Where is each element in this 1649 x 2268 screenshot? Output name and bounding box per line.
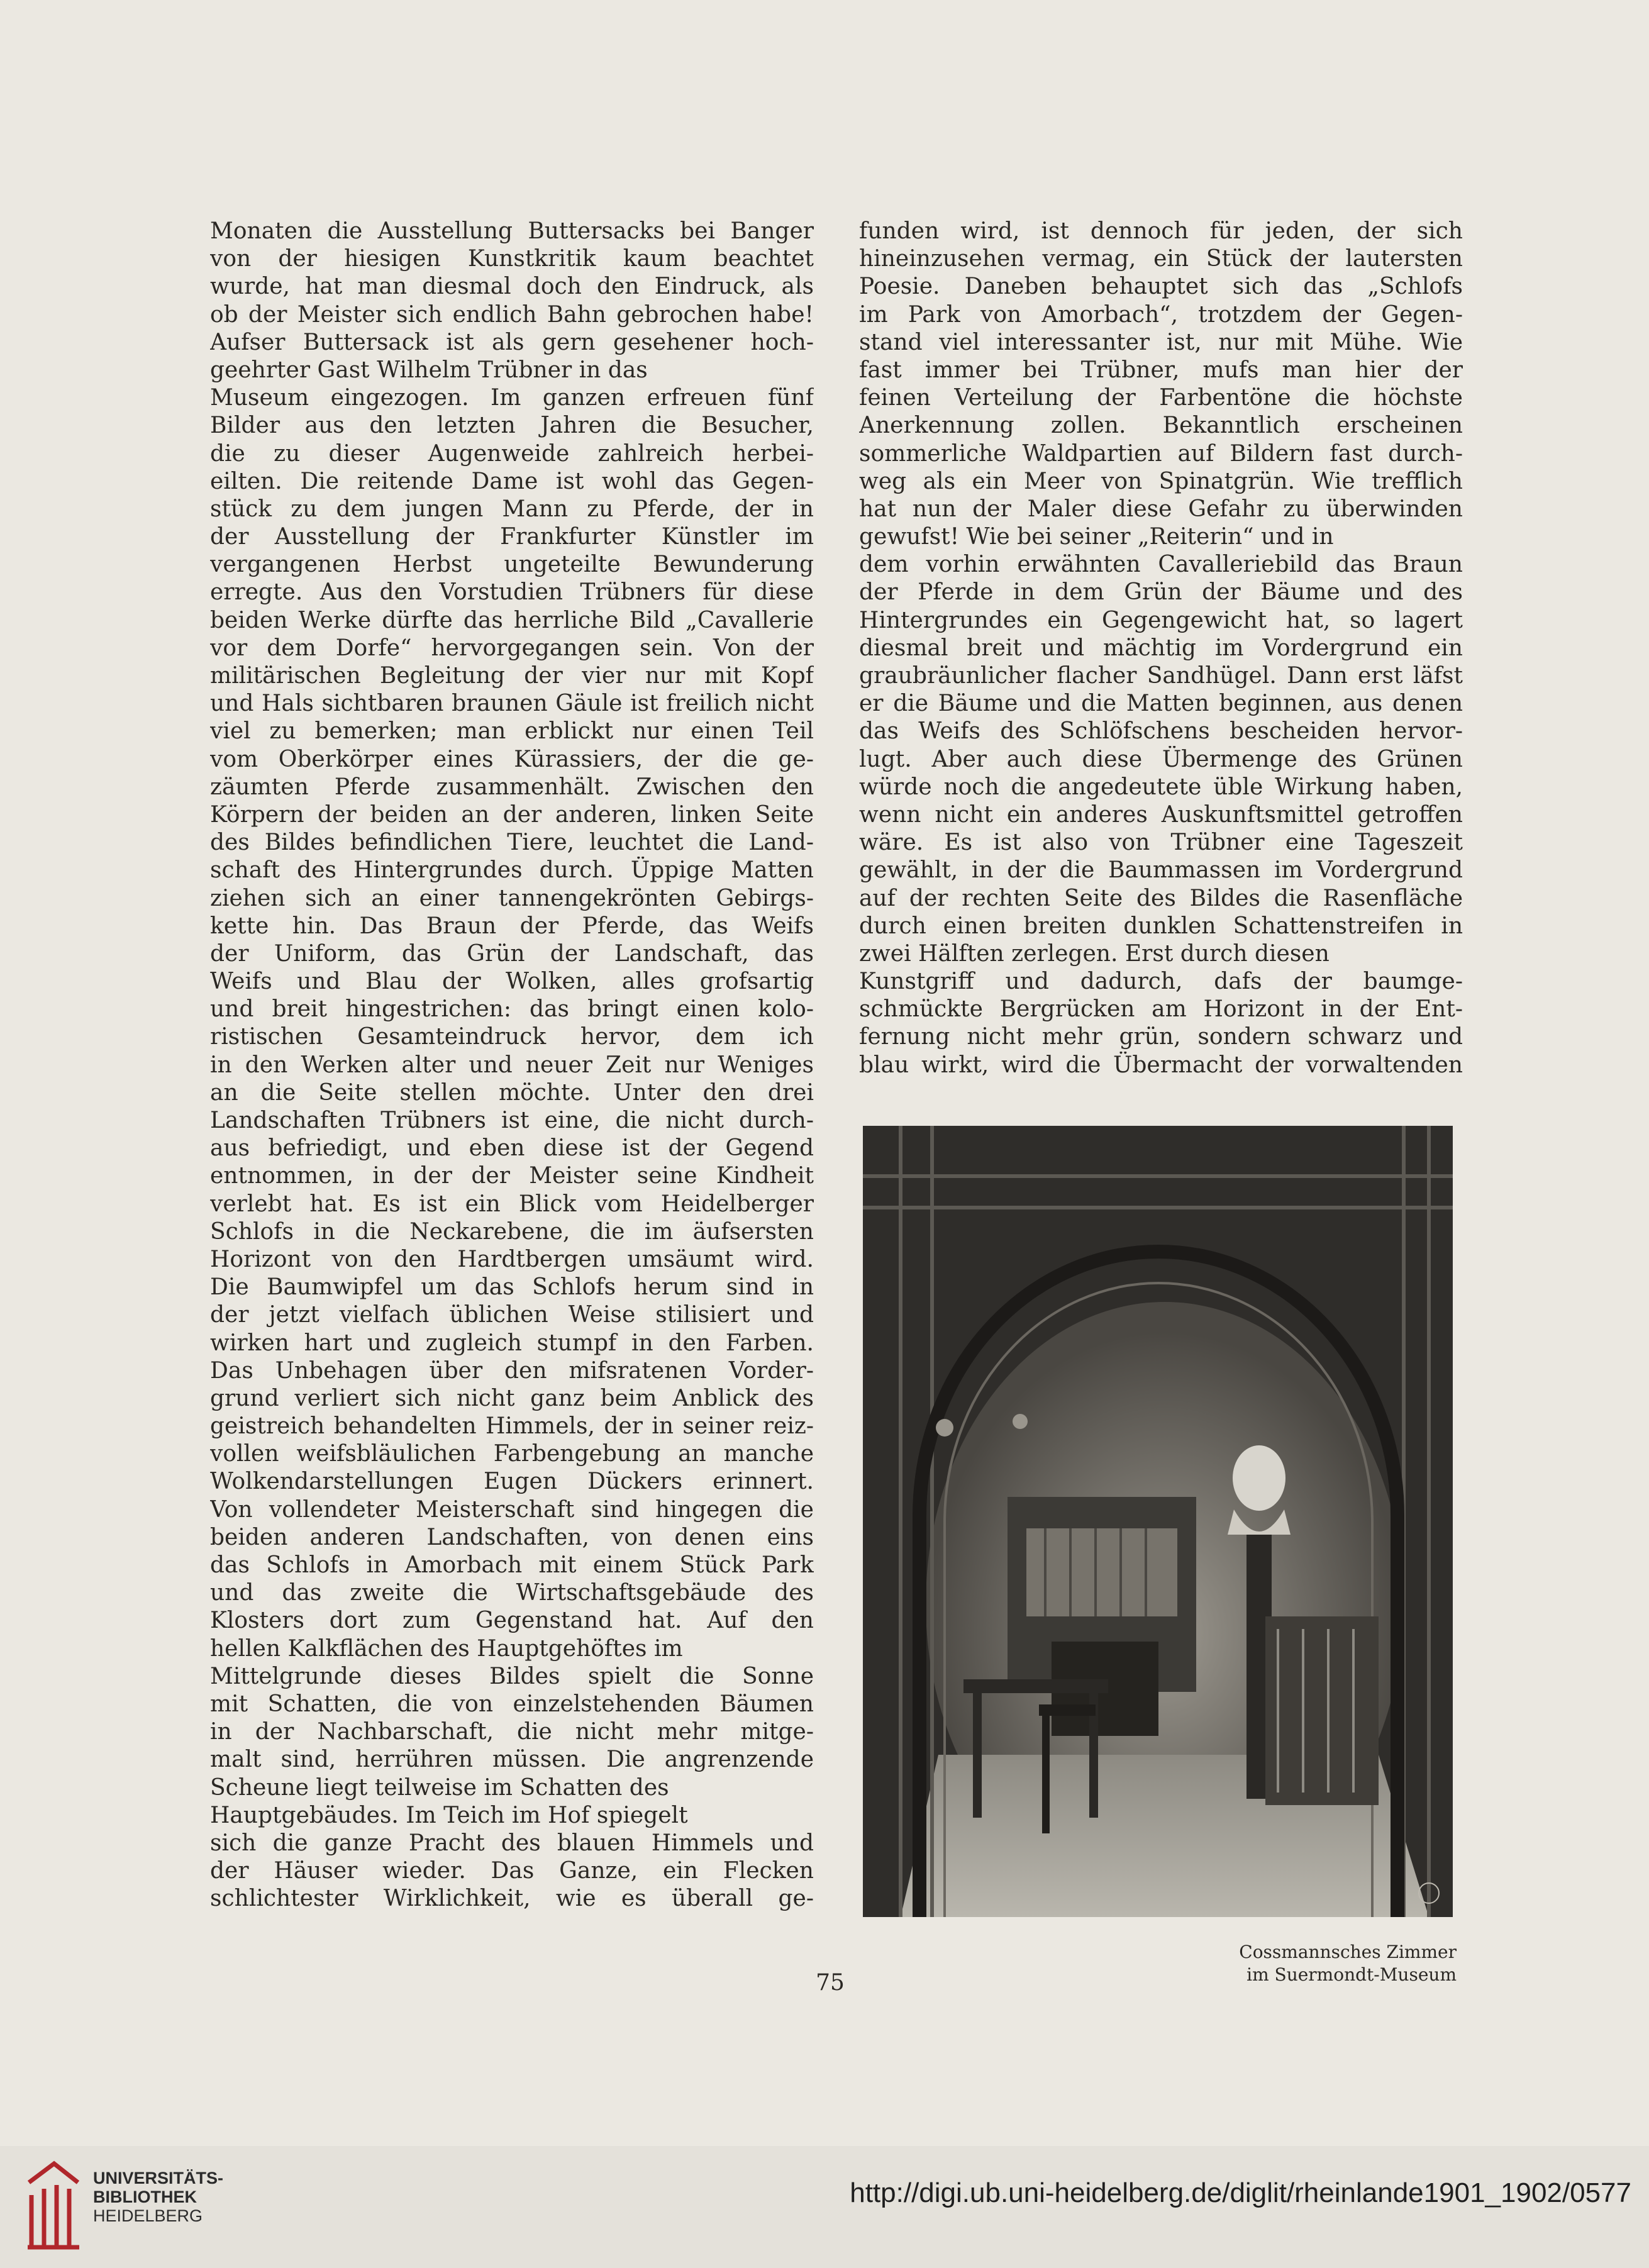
text-line: schlichtester Wirklichkeit, wie es überall ge- [210,1886,814,1912]
text-line: vor dem Dorfe“ hervorgegangen sein. Von der [210,635,814,661]
text-line: und Hals sichtbaren braunen Gäule ist freilich nicht [210,691,814,717]
caption-line-2: im Suermondt-Museum [1246,1964,1457,1985]
text-line: hineinzusehen vermag, ein Stück der lautersten [859,246,1463,272]
text-line: in der Nachbarschaft, die nicht mehr mitge- [210,1719,814,1745]
text-line: Von vollendeter Meisterschaft sind hingegen die [210,1496,814,1523]
text-line: hat nun der Maler diese Gefahr zu überwinden [859,496,1463,522]
text-line: und breit hingestrichen: das bringt einen kolo- [210,996,814,1023]
text-line: Aufser Buttersack ist als gern gesehener hoch- [210,329,814,355]
text-line: stand viel interessanter ist, nur mit Mühe. Wie [859,329,1463,355]
text-line: das Schlofs in Amorbach mit einem Stück Park [210,1552,814,1578]
text-line: Scheune liegt teilweise im Schatten des [210,1774,669,1801]
text-line: Bilder aus den letzten Jahren die Besucher, [210,413,814,439]
text-line: Kunstgriff und dadurch, dafs der baumge- [859,969,1463,995]
text-line: in den Werken alter und neuer Zeit nur Weniges [210,1052,814,1078]
library-logo-text [93,2169,223,2225]
text-line: Landschaften Trübners ist eine, die nicht durch- [210,1108,814,1133]
text-line: ob der Meister sich endlich Bahn gebrochen habe! [210,301,814,328]
text-line: wurde, hat man diesmal doch den Eindruck, als [210,274,814,300]
text-line: zäumten Pferde zusammenhält. Zwischen den [210,774,814,800]
text-line: blau wirkt, wird die Übermacht der vorwaltenden [859,1052,1463,1078]
text-line: ziehen sich an einer tannengekrönten Gebirgs- [210,885,814,911]
text-line: von der hiesigen Kunstkritik kaum beachtet [210,246,814,272]
text-line: grund verliert sich nicht ganz beim Anblick des [210,1385,814,1411]
text-line: entnommen, in der der Meister seine Kindheit [210,1163,814,1189]
page-number: 75 [816,1970,845,1996]
text-line: Hauptgebäudes. Im Teich im Hof spiegelt [210,1802,688,1828]
text-line: lugt. Aber auch diese Übermenge des Grünen [859,746,1463,772]
source-url-link[interactable]: http://digi.ub.uni-heidelberg.de/diglit/rheinlande1901_1902/0577 [850,2177,1631,2208]
text-line: schaft des Hintergrundes durch. Üppige Matten [210,857,814,884]
text-line: schmückte Bergrücken am Horizont in der Ent- [859,996,1463,1023]
text-line: Mittelgrunde dieses Bildes spielt die Sonne [210,1663,814,1689]
text-line: das Weifs des Schlöfschens bescheiden hervor- [859,718,1463,745]
text-line: Schlofs in die Neckarebene, die im äufsersten [210,1218,814,1245]
text-line: graubräunlicher flacher Sandhügel. Dann erst läfst [859,663,1463,689]
text-line: des Bildes befindlichen Tiere, leuchtet die Land- [210,830,814,856]
logo-line-1: UNIVERSITÄTS- [93,2169,224,2187]
text-line: durch einen breiten dunklen Schattenstreifen in [859,913,1463,939]
text-line: diesmal breit und mächtig im Vordergrund ein [859,635,1463,661]
left-text-column [210,218,814,1913]
text-line: funden wird, ist dennoch für jeden, der sich [859,218,1463,244]
text-line: malt sind, herrühren müssen. Die angrenzende [210,1747,814,1773]
text-line: vollen weifsbläulichen Farbengebung an manche [210,1441,814,1467]
text-line: Poesie. Daneben behauptet sich das „Schlofs [859,274,1463,300]
text-line: der Häuser wieder. Das Ganze, ein Flecken [210,1858,814,1884]
text-line: im Park von Amorbach“, trotzdem der Gegen- [859,301,1463,328]
text-line: vom Oberkörper eines Kürassiers, der die ge- [210,746,814,772]
logo-line-3: HEIDELBERG [93,2206,203,2225]
text-line: beiden anderen Landschaften, von denen eins [210,1524,814,1550]
text-line: Weifs und Blau der Wolken, alles grofsartig [210,969,814,995]
text-line: Anerkennung zollen. Bekanntlich erscheinen [859,413,1463,439]
text-line: erregte. Aus den Vorstudien Trübners für diese [210,579,814,606]
text-line: dem vorhin erwähnten Cavalleriebild das Braun [859,552,1463,578]
text-line: sich die ganze Pracht des blauen Himmels und [210,1830,814,1856]
text-line: eilten. Die reitende Dame ist wohl das Gegen- [210,468,814,494]
text-line: hellen Kalkflächen des Hauptgehöftes im [210,1635,683,1662]
text-line: geistreich behandelten Himmels, der in seiner reiz- [210,1413,814,1440]
text-line: feinen Verteilung der Farbentöne die höchste [859,385,1463,411]
text-line: Monaten die Ausstellung Buttersacks bei Banger [210,218,814,244]
text-line: fast immer bei Trübner, mufs man hier der [859,357,1463,383]
text-line: er die Bäume und die Matten beginnen, aus denen [859,691,1463,717]
text-line: gewählt, in der die Baummassen im Vordergrund [859,857,1463,884]
text-line: mit Schatten, die von einzelstehenden Bäumen [210,1691,814,1717]
text-line: Die Baumwipfel um das Schlofs herum sind in [210,1274,814,1301]
text-line: die zu dieser Augenweide zahlreich herbei- [210,440,814,467]
text-line: der jetzt vielfach üblichen Weise stilisiert und [210,1302,814,1328]
text-line: Das Unbehagen über den mifsratenen Vorder- [210,1357,814,1384]
text-line: zwei Hälften zerlegen. Erst durch diesen [859,940,1330,967]
text-line: weg als ein Meer von Spinatgrün. Wie trefflich [859,468,1463,494]
text-line: an die Seite stellen möchte. Unter den drei [210,1079,814,1106]
text-line: Horizont von den Hardtbergen umsäumt wird. [210,1246,814,1272]
text-line: kette hin. Das Braun der Pferde, das Weifs [210,913,814,939]
text-line: Museum eingezogen. Im ganzen erfreuen fünf [210,385,814,411]
caption-line-1: Cossmannsches Zimmer [1239,1942,1457,1962]
text-line: Wolkendarstellungen Eugen Dückers erinnert. [210,1469,814,1495]
text-line: vergangenen Herbst ungeteilte Bewunderung [210,552,814,578]
text-line: der Uniform, das Grün der Landschaft, das [210,940,814,967]
photo-caption [1132,1941,1457,1986]
text-line: militärischen Begleitung der vier nur mit Kopf [210,663,814,689]
text-line: Hintergrundes ein Gegengewicht hat, so lagert [859,607,1463,633]
text-line: geehrter Gast Wilhelm Trübner in das [210,357,648,383]
right-text-column [859,218,1463,1079]
text-line: würde noch die angedeutete üble Wirkung haben, [859,774,1463,800]
text-line: auf der rechten Seite des Bildes die Rasenfläche [859,885,1463,911]
text-line: ristischen Gesamteindruck hervor, dem ich [210,1024,814,1050]
text-line: und das zweite die Wirtschaftsgebäude des [210,1580,814,1606]
text-line: viel zu bemerken; man erblickt nur einen Teil [210,718,814,745]
text-line: gewufst! Wie bei seiner „Reiterin“ und in [859,524,1334,550]
text-line: fernung nicht mehr grün, sondern schwarz und [859,1024,1463,1050]
text-line: Klosters dort zum Gegenstand hat. Auf den [210,1608,814,1634]
interior-photograph [863,1126,1453,1917]
text-line: wirken hart und zugleich stumpf in den Farben. [210,1330,814,1356]
room-interior-image [863,1126,1453,1917]
text-line: verlebt hat. Es ist ein Blick vom Heidelberger [210,1191,814,1217]
logo-line-2: BIBLIOTHEK [93,2187,197,2206]
text-line: stück zu dem jungen Mann zu Pferde, der in [210,496,814,522]
text-line: wenn nicht ein anderes Auskunftsmittel getroffen [859,801,1463,828]
text-line: sommerliche Waldpartien auf Bildern fast durch- [859,440,1463,467]
library-logo-icon [23,2157,84,2252]
text-line: wäre. Es ist also von Trübner eine Tageszeit [859,830,1463,856]
text-line: der Ausstellung der Frankfurter Künstler im [210,524,814,550]
text-line: der Pferde in dem Grün der Bäume und des [859,579,1463,606]
text-line: aus befriedigt, und eben diese ist der Gegend [210,1135,814,1162]
text-line: Körpern der beiden an der anderen, linken Seite [210,801,814,828]
text-line: beiden Werke dürfte das herrliche Bild „Cavallerie [210,607,814,633]
